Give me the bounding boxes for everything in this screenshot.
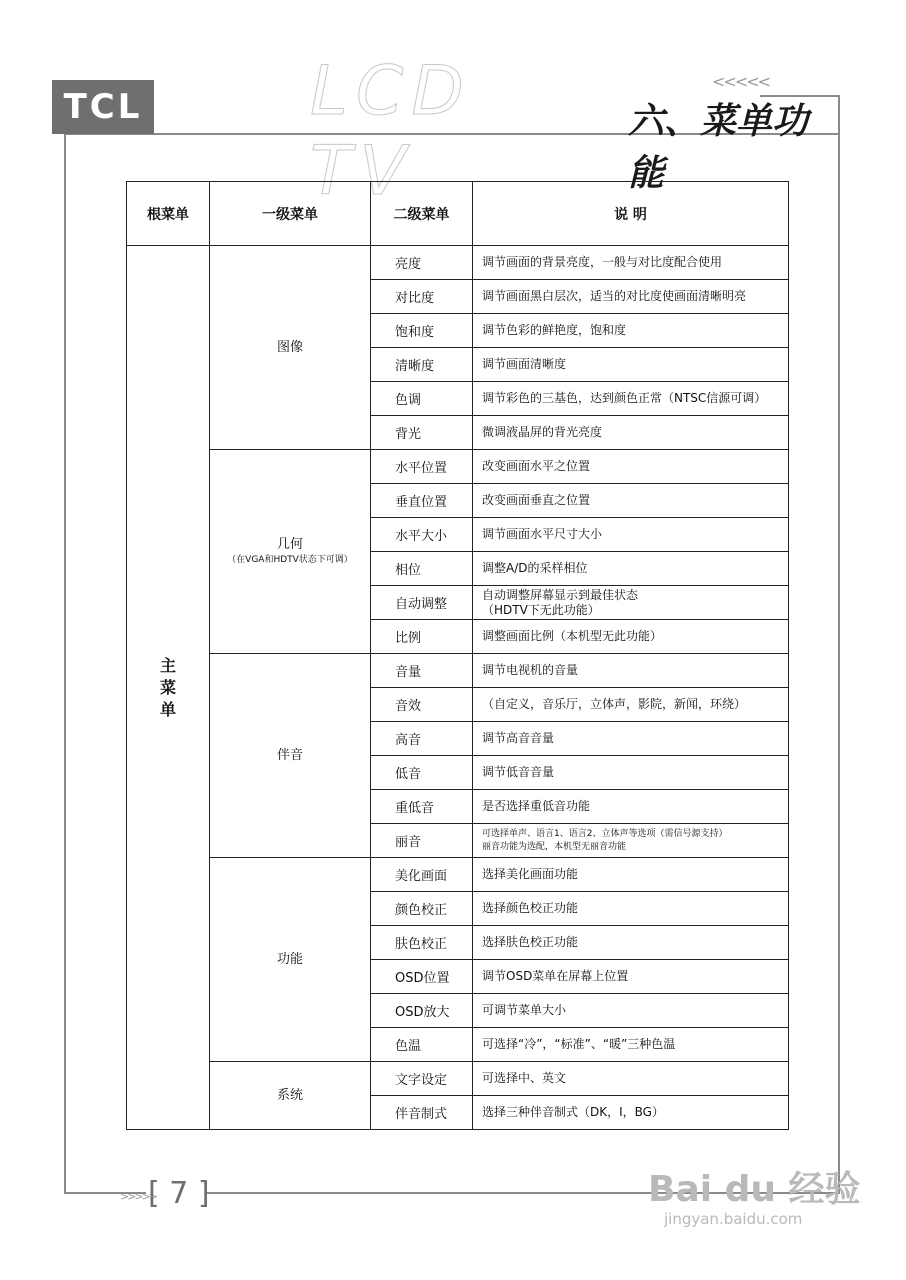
level1-label: 几何 — [276, 536, 303, 552]
frame-right-line — [838, 95, 840, 1193]
item-description: 调节低音音量 — [473, 756, 789, 790]
item-description: 选择美化画面功能 — [473, 858, 789, 892]
level2-item: 颜色校正 — [371, 892, 473, 926]
level2-item: 垂直位置 — [371, 484, 473, 518]
level2-item: 美化画面 — [371, 858, 473, 892]
level2-item: 清晰度 — [371, 348, 473, 382]
level2-item: 高音 — [371, 722, 473, 756]
item-description: 改变画面水平之位置 — [473, 450, 789, 484]
level2-item: 饱和度 — [371, 314, 473, 348]
page-bracket-right: ] — [197, 1176, 210, 1211]
header-chevrons: <<<<< — [712, 72, 770, 91]
level2-item: 音量 — [371, 654, 473, 688]
root-menu-cell — [127, 246, 210, 1130]
item-description: （自定义，音乐厅，立体声，影院，新闻，环绕） — [473, 688, 789, 722]
header-root-menu: 根菜单 — [127, 182, 210, 246]
table-row — [127, 1062, 789, 1096]
level1-label: 系统 — [276, 1087, 303, 1103]
level2-item: 音效 — [371, 688, 473, 722]
item-description: 选择三种伴音制式（DK，I，BG） — [473, 1096, 789, 1130]
item-description: 调节彩色的三基色，达到颜色正常（NTSC信源可调） — [473, 382, 789, 416]
level2-item: 低音 — [371, 756, 473, 790]
level1-function — [210, 858, 371, 1062]
page-number-value: 7 — [169, 1176, 189, 1211]
level2-item: 重低音 — [371, 790, 473, 824]
level2-item: 伴音制式 — [371, 1096, 473, 1130]
level2-item: 相位 — [371, 552, 473, 586]
lcd-tv-title: LCD TV — [310, 52, 472, 211]
level2-item: 背光 — [371, 416, 473, 450]
table-row — [127, 246, 789, 280]
item-description: 调节色彩的鲜艳度，饱和度 — [473, 314, 789, 348]
level1-label: 伴音 — [276, 747, 303, 763]
item-description: 调节画面清晰度 — [473, 348, 789, 382]
item-description: 可选择中、英文 — [473, 1062, 789, 1096]
root-menu-label: 主菜单 — [159, 655, 176, 719]
level1-label: 功能 — [276, 951, 303, 967]
item-description: 调节高音音量 — [473, 722, 789, 756]
level2-item: OSD位置 — [371, 960, 473, 994]
item-description: 选择肤色校正功能 — [473, 926, 789, 960]
item-description: 调节画面的背景亮度，一般与对比度配合使用 — [473, 246, 789, 280]
item-description: 改变画面垂直之位置 — [473, 484, 789, 518]
table-row — [127, 858, 789, 892]
page-chevrons: >>>>> — [120, 1190, 157, 1203]
item-description-line2: 丽音功能为选配，本机型无丽音功能 — [482, 841, 627, 852]
section-title: 六、菜单功能 — [628, 101, 809, 194]
level2-item: 比例 — [371, 620, 473, 654]
level2-item: 色调 — [371, 382, 473, 416]
frame-left-line — [64, 133, 66, 1193]
level1-audio — [210, 654, 371, 858]
level1-note: （在VGA和HDTV状态下可调） — [227, 554, 353, 565]
header-level2-menu: 二级菜单 — [371, 182, 473, 246]
item-description: 选择颜色校正功能 — [473, 892, 789, 926]
table-row — [127, 654, 789, 688]
item-description-line2: （HDTV下无此功能） — [482, 602, 600, 617]
level2-item: 色温 — [371, 1028, 473, 1062]
item-description: 可选择“冷”，“标准”、“暖”三种色温 — [473, 1028, 789, 1062]
level1-image — [210, 246, 371, 450]
item-description-line1: 可选择单声、语言1、语言2、立体声等选项（需信号源支持） — [482, 828, 728, 839]
item-description: 微调液晶屏的背光亮度 — [473, 416, 789, 450]
item-description: 调整A/D的采样相位 — [473, 552, 789, 586]
header-level1-menu: 一级菜单 — [210, 182, 371, 246]
table-header-row — [127, 182, 789, 246]
level2-item: 自动调整 — [371, 586, 473, 620]
item-description — [473, 824, 789, 858]
item-description: 调节画面黑白层次，适当的对比度使画面清晰明亮 — [473, 280, 789, 314]
item-description: 可调节菜单大小 — [473, 994, 789, 1028]
level1-geometry — [210, 450, 371, 654]
header-description: 说 明 — [473, 182, 789, 246]
level2-item: 丽音 — [371, 824, 473, 858]
level2-item: 水平位置 — [371, 450, 473, 484]
level2-item: 水平大小 — [371, 518, 473, 552]
item-description: 调整画面比例（本机型无此功能） — [473, 620, 789, 654]
level2-item: 对比度 — [371, 280, 473, 314]
level1-system — [210, 1062, 371, 1130]
level1-label: 图像 — [276, 339, 303, 355]
item-description: 调节画面水平尺寸大小 — [473, 518, 789, 552]
item-description: 调节OSD菜单在屏幕上位置 — [473, 960, 789, 994]
item-description — [473, 586, 789, 620]
item-description: 调节电视机的音量 — [473, 654, 789, 688]
page-bracket-left: [ — [148, 1176, 160, 1211]
level2-item: 亮度 — [371, 246, 473, 280]
menu-function-table — [126, 181, 789, 1130]
page-number — [148, 1176, 210, 1211]
item-description: 是否选择重低音功能 — [473, 790, 789, 824]
level2-item: 文字设定 — [371, 1062, 473, 1096]
level2-item: OSD放大 — [371, 994, 473, 1028]
watermark-main: Bai du 经验 — [648, 1169, 861, 1210]
level2-item: 肤色校正 — [371, 926, 473, 960]
baidu-watermark — [648, 1170, 861, 1228]
tcl-logo: TCL — [52, 80, 154, 134]
watermark-sub: jingyan.baidu.com — [664, 1210, 803, 1228]
table-row — [127, 450, 789, 484]
item-description-line1: 自动调整屏幕显示到最佳状态 — [482, 587, 639, 602]
